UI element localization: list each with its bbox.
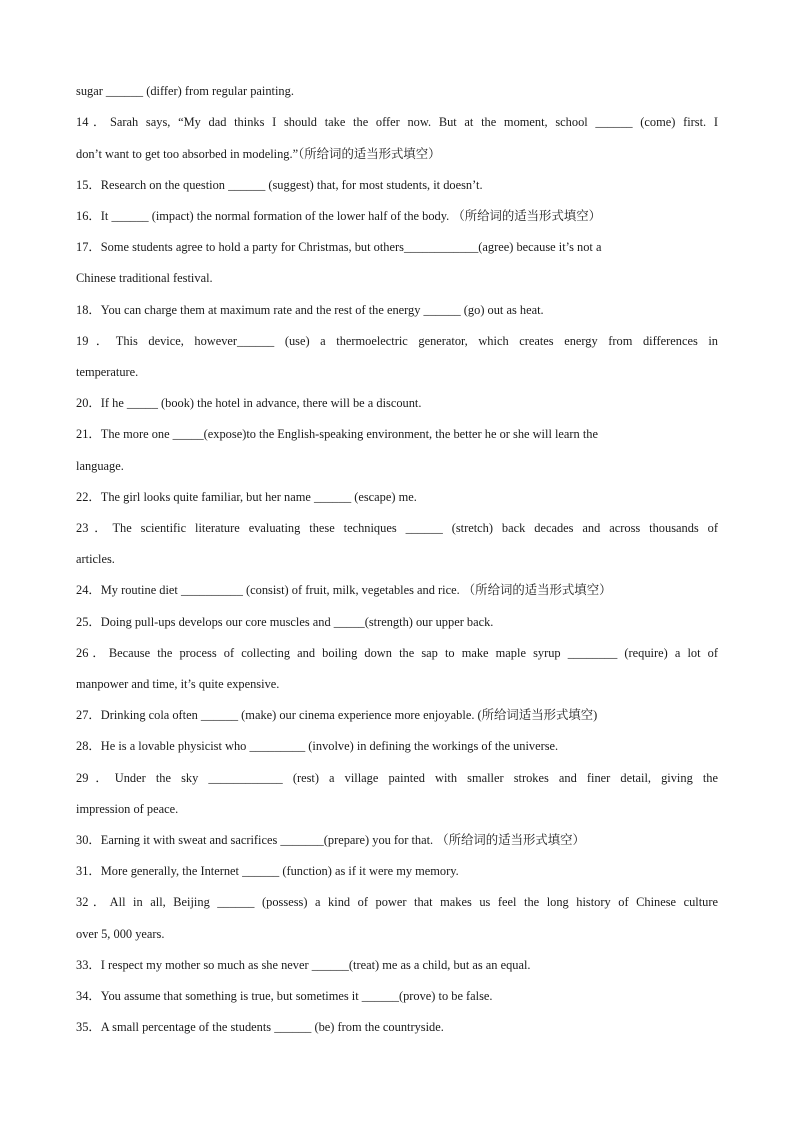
question-19: 19．This device, however______ (use) a thermoelectric generator, which creates energy from differences in xyxy=(76,334,718,348)
question-26: 26．Because the process of collecting and boiling down the sap to make maple syrup ________ (require) a lot of xyxy=(76,646,718,660)
question-27: 27．Drinking cola often ______ (make) our cinema experience more enjoyable. (所给词适当形式填空) xyxy=(76,708,598,722)
question-29: 29．Under the sky ____________ (rest) a village painted with smaller strokes and finer detail, giving the xyxy=(76,771,718,785)
text-line: over 5, 000 years. xyxy=(76,927,165,941)
question-18: 18．You can charge them at maximum rate and the rest of the energy ______ (go) out as heat. xyxy=(76,303,544,317)
question-28: 28．He is a lovable physicist who _________ (involve) in defining the workings of the universe. xyxy=(76,739,559,753)
text-line: temperature. xyxy=(76,365,139,379)
question-23: 23．The scientific literature evaluating these techniques ______ (stretch) back decades and across thousands of xyxy=(76,521,718,535)
question-20: 20．If he _____ (book) the hotel in advance, there will be a discount. xyxy=(76,396,422,410)
question-14: 14．Sarah says, “My dad thinks I should take the offer now. But at the moment, school ______ (come) first. I xyxy=(76,115,718,129)
text-line: manpower and time, it’s quite expensive. xyxy=(76,677,280,691)
text-line: sugar ______ (differ) from regular painting. xyxy=(76,84,294,98)
question-16: 16．It ______ (impact) the normal formation of the lower half of the body. （所给词的适当形式填空） xyxy=(76,209,602,223)
question-21: 21．The more one _____(expose)to the English-speaking environment, the better he or she will learn the xyxy=(76,427,598,441)
question-31: 31．More generally, the Internet ______ (function) as if it were my memory. xyxy=(76,864,459,878)
question-17: 17．Some students agree to hold a party for Christmas, but others____________(agree) because it’s not a xyxy=(76,240,602,254)
text-line: articles. xyxy=(76,552,115,566)
question-15: 15．Research on the question ______ (suggest) that, for most students, it doesn’t. xyxy=(76,178,483,192)
text-line: language. xyxy=(76,459,124,473)
question-35: 35．A small percentage of the students ______ (be) from the countryside. xyxy=(76,1020,444,1034)
text-line: impression of peace. xyxy=(76,802,179,816)
question-25: 25．Doing pull-ups develops our core muscles and _____(strength) our upper back. xyxy=(76,615,494,629)
question-22: 22．The girl looks quite familiar, but her name ______ (escape) me. xyxy=(76,490,417,504)
question-30: 30．Earning it with sweat and sacrifices _______(prepare) you for that. （所给词的适当形式填空） xyxy=(76,833,585,847)
question-34: 34．You assume that something is true, but sometimes it ______(prove) to be false. xyxy=(76,989,493,1003)
text-line: Chinese traditional festival. xyxy=(76,271,213,285)
question-24: 24．My routine diet __________ (consist) of fruit, milk, vegetables and rice. （所给词的适当形式填空） xyxy=(76,583,612,597)
question-33: 33．I respect my mother so much as she never ______(treat) me as a child, but as an equal. xyxy=(76,958,531,972)
question-32: 32．All in all, Beijing ______ (possess) a kind of power that makes us feel the long history of Chinese culture xyxy=(76,895,718,909)
text-line: don’t want to get too absorbed in modeling.”（所给词的适当形式填空） xyxy=(76,147,441,161)
